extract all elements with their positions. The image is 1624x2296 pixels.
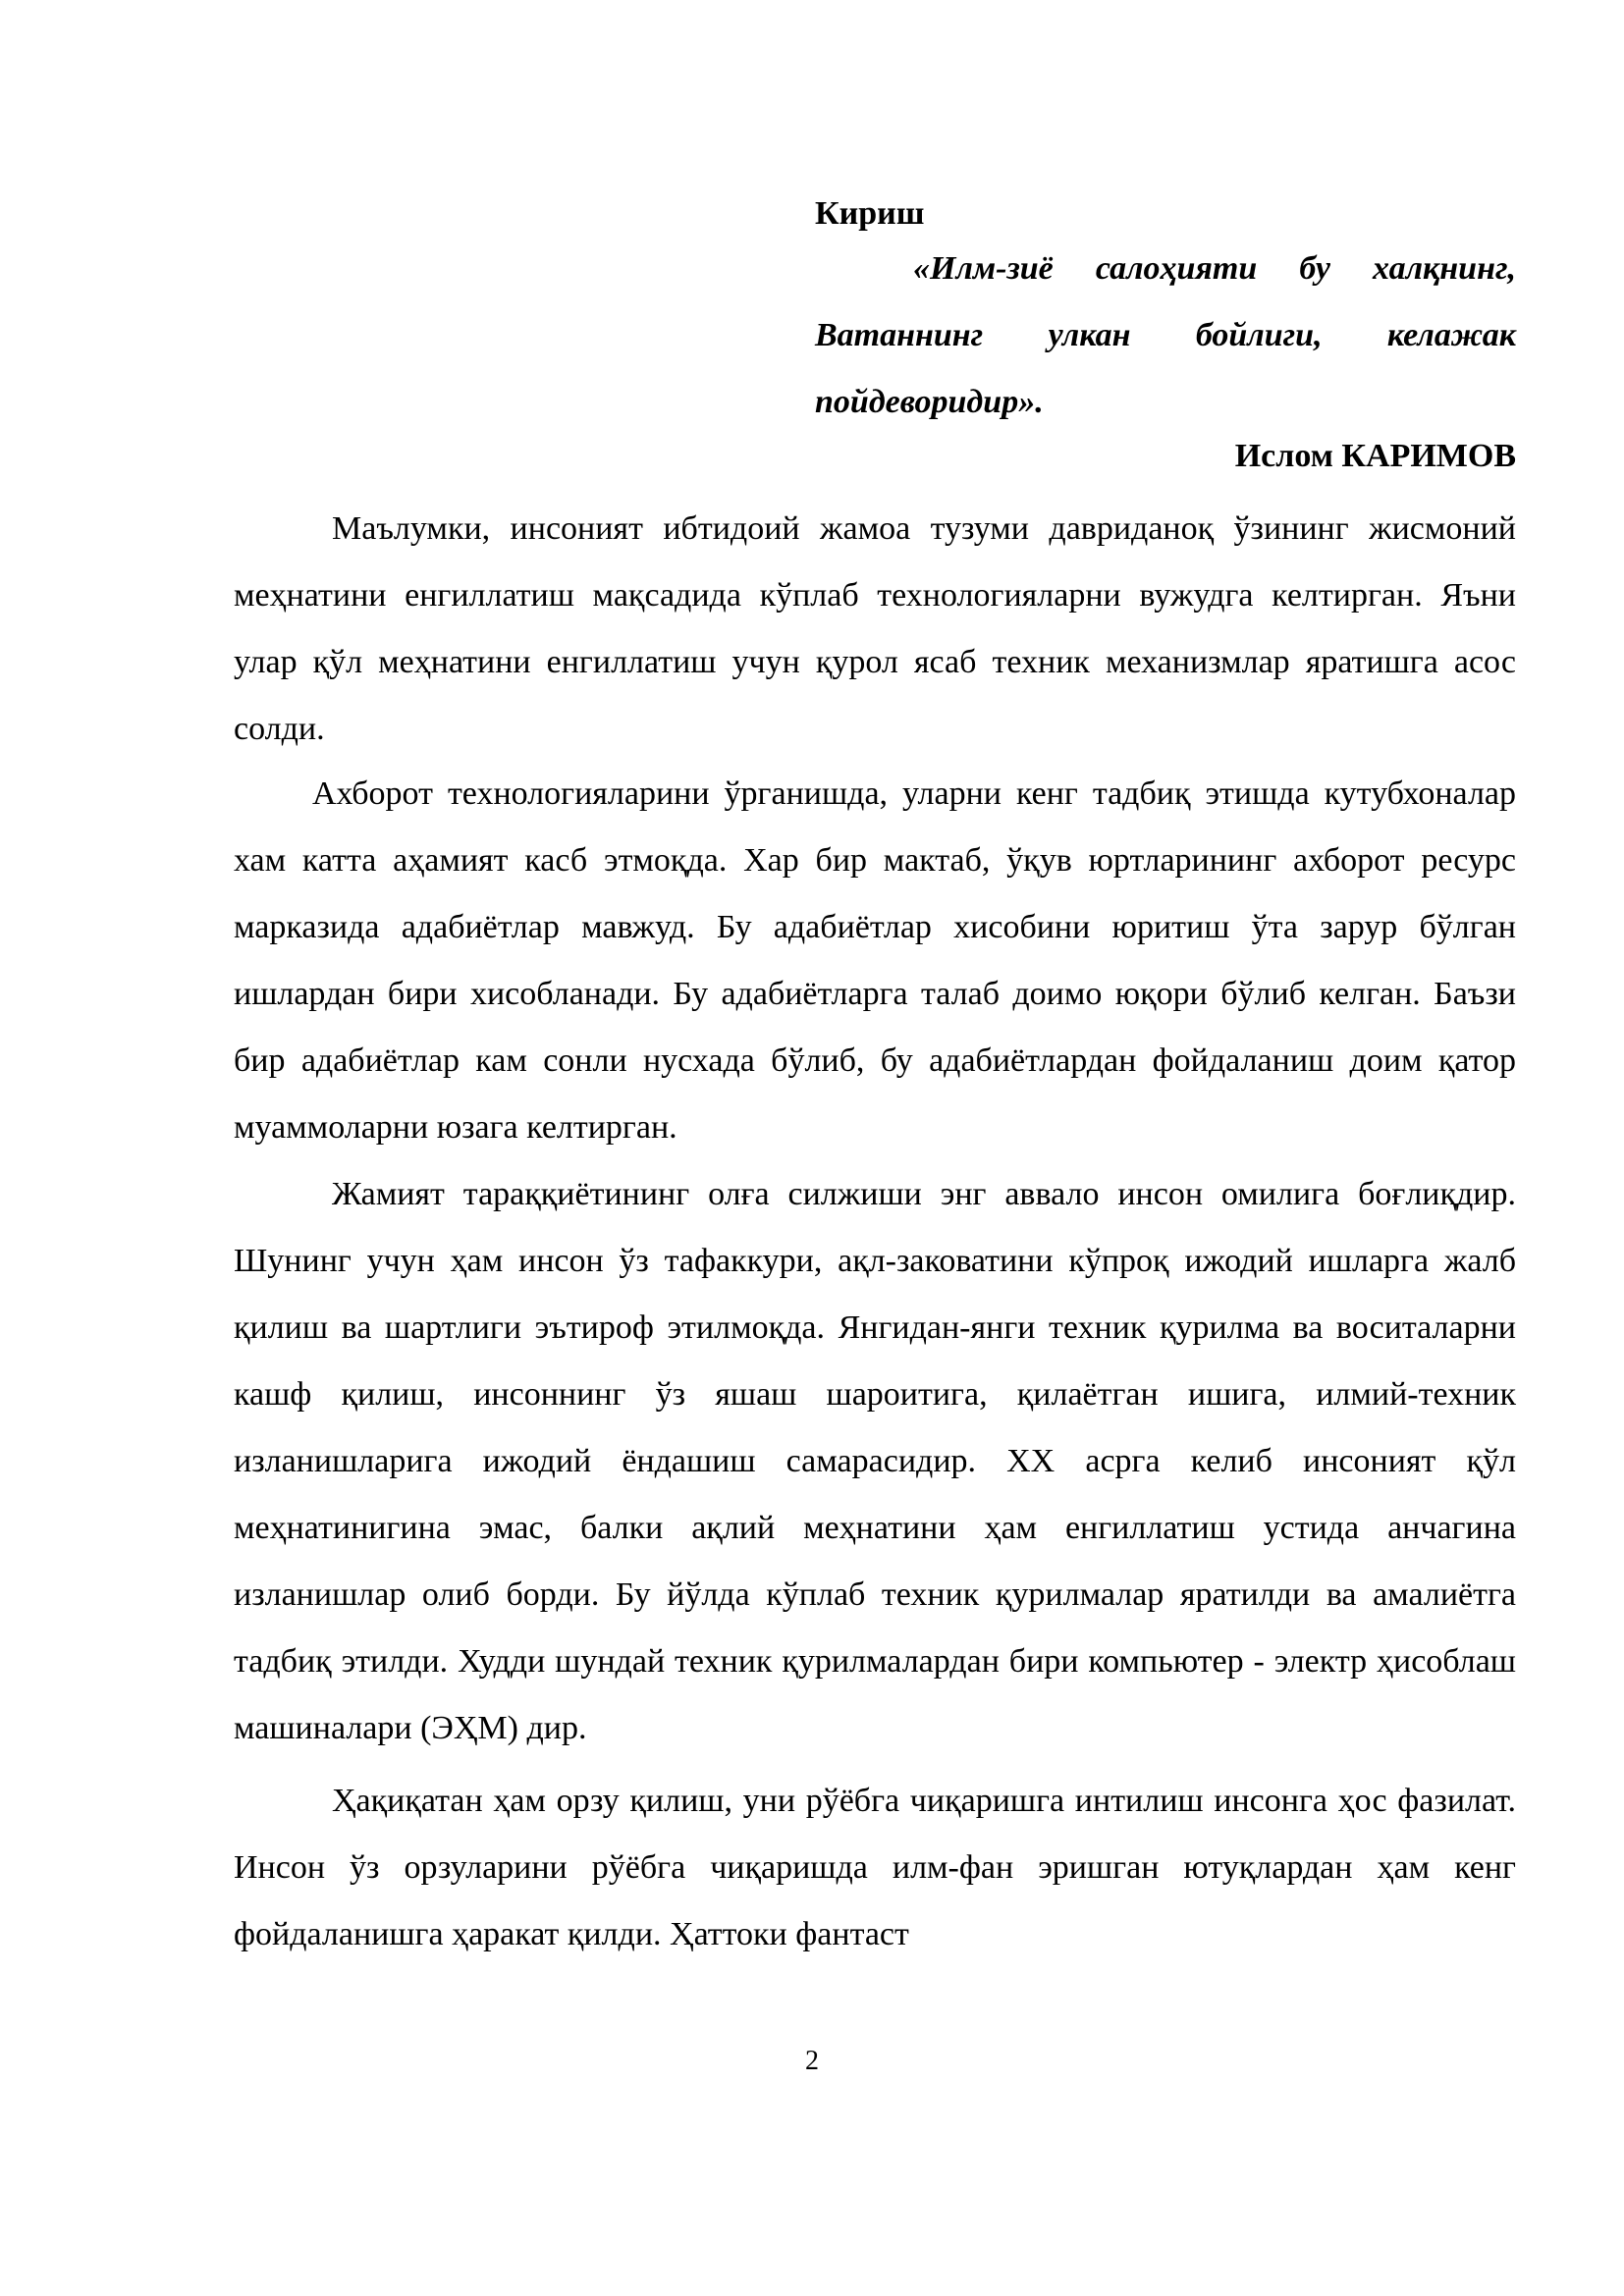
paragraph: Жамият тараққиётининг олға силжиши энг аввало инсон омилига боғлиқдир. Шунинг учун ҳам инсон ўз тафаккури, ақл-заковатини кўпроқ ижодий ишларга жалб қилиш ва шартлиги эътироф этилмоқда. Янгидан-янги техник қурилма ва воситаларни кашф қилиш, инсоннинг ўз яшаш шароитига, қилаётган ишига, илмий-техник изланишларига ижодий ёндашиш самарасидир. XX асрга келиб инсоният қўл меҳнатинигина эмас, балки ақлий меҳнатини ҳам енгиллатиш устида анчагина изланишлар олиб борди. Бу йўлда кўплаб техник қурилмалар яратилди ва амалиётга тадбиқ этилди. Худди шундай техник қурилмалардан бири компьютер - электр ҳисоблаш машиналари (ЭҲМ) дир. xyxy=(234,1176,1516,1746)
paragraph: Маълумки, инсоният ибтидоий жамоа тузуми давриданоқ ўзининг жисмоний меҳнатини енгиллатиш мақсадида кўплаб технологияларни вужудга келтирган. Яъни улар қўл меҳнатини енгиллатиш учун қурол ясаб техник механизмлар яратишга асос солди. xyxy=(234,510,1516,747)
epigraph-author: Ислом КАРИМОВ xyxy=(1234,438,1516,474)
paragraph: Ахборот технологияларини ўрганишда, уларни кенг тадбиқ этишда кутубхоналар хам катта аҳамият касб этмоқда. Хар бир мактаб, ўқув юртларининг ахборот ресурс марказида адабиётлар мавжуд. Бу адабиётлар хисобини юритиш ўта зарур бўлган ишлардан бири хисобланади. Бу адабиётларга талаб доимо юқори бўлиб келган. Баъзи бир адабиётлар кам сонли нусхада бўлиб, бу адабиётлардан фойдаланиш доим қатор муаммоларни юзага келтирган. xyxy=(234,775,1516,1146)
section-heading: Кириш xyxy=(815,195,925,232)
body-text xyxy=(234,496,1516,1968)
page-number: 2 xyxy=(805,2046,819,2076)
epigraph-quote: «Илм-зиё салоҳияти бу халқнинг, Ватаннинг улкан бойлиги, келажак пойдеворидир». xyxy=(815,250,1516,420)
paragraph: Ҳақиқатан ҳам орзу қилиш, уни рўёбга чиқаришга интилиш инсонга ҳос фазилат. Инсон ўз орзуларини рўёбга чиқаришда илм-фан эришган ютуқлардан ҳам кенг фойдаланишга ҳаракат қилди. Ҳаттоки фантаст xyxy=(234,1783,1516,1952)
